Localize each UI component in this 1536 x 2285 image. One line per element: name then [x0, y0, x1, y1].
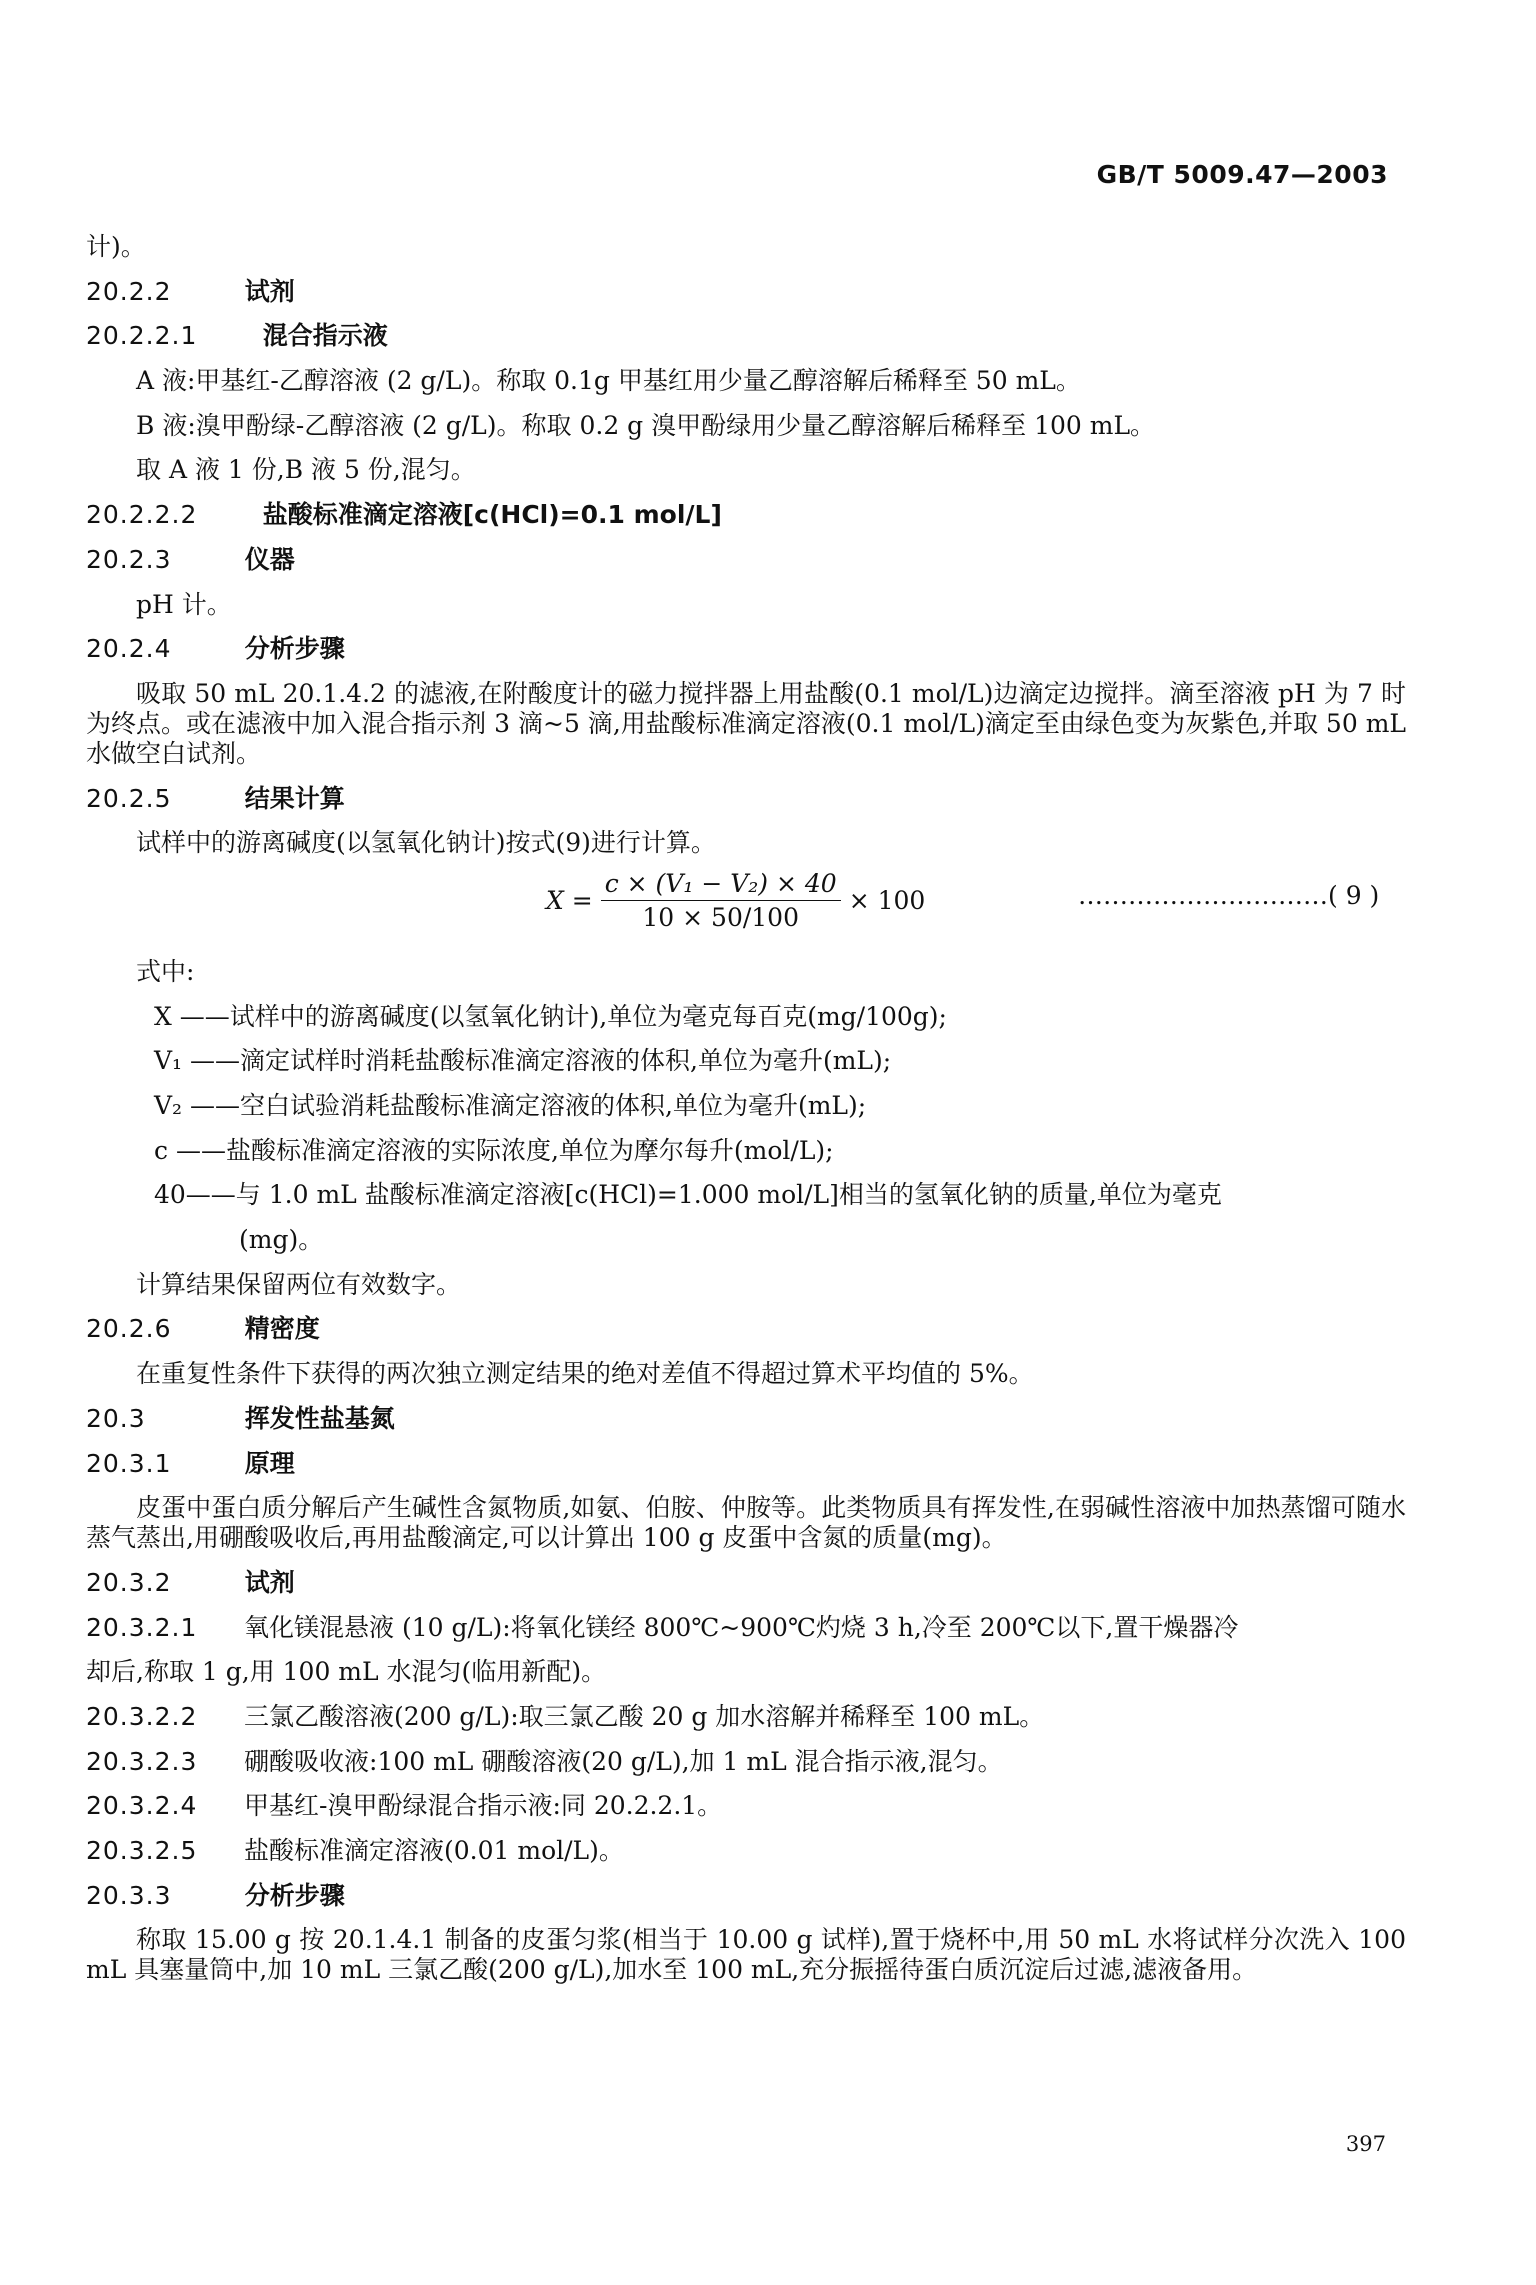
reagent-20-3-2-2: [86, 1702, 1406, 1732]
section-number: 20.2.5: [86, 783, 172, 813]
formula-9: [86, 868, 1406, 933]
formula-expression: [546, 869, 925, 932]
section-title: 试剂: [244, 1567, 295, 1597]
definition-x: X ——试样中的游离碱度(以氢氧化钠计),单位为毫克每百克(mg/100g);: [154, 1001, 947, 1031]
document-body: [86, 232, 1406, 2000]
reagent-number: 20.3.2.3: [86, 1746, 198, 1776]
reagent-20-3-2-5: [86, 1836, 1406, 1866]
mix-instruction: 取 A 液 1 份,B 液 5 份,混匀。: [136, 455, 476, 485]
section-number: 20.3.1: [86, 1448, 172, 1478]
section-title: 原理: [244, 1448, 295, 1478]
section-heading-20-2-5: [86, 784, 1406, 814]
formula-denominator: 10 × 50/100: [642, 902, 799, 932]
definition-v2: V₂ ——空白试验消耗盐酸标准滴定溶液的体积,单位为毫升(mL);: [154, 1091, 867, 1120]
section-number: 20.2.2.2: [86, 500, 198, 530]
formula-lhs: X =: [546, 885, 593, 915]
formula-fraction: [601, 869, 841, 932]
section-heading-20-3-2: [86, 1568, 1406, 1598]
section-number: 20.2.3: [86, 544, 172, 574]
section-title: 盐酸标准滴定溶液[c(HCl)=0.1 mol/L]: [262, 500, 722, 530]
section-heading-20-2-2: [86, 277, 1406, 307]
definition-40-continued: (mg)。: [239, 1225, 324, 1255]
reagent-text: 甲基红-溴甲酚绿混合指示液:同 20.2.2.1。: [244, 1791, 723, 1821]
section-heading-20-3-3: [86, 1881, 1406, 1911]
section-title: 分析步骤: [244, 634, 345, 664]
reagent-20-3-2-3: [86, 1747, 1406, 1777]
section-number: 20.2.4: [86, 634, 172, 664]
principle-paragraph: 皮蛋中蛋白质分解后产生碱性含氮物质,如氨、伯胺、仲胺等。此类物质具有挥发性,在弱碱性溶液中加热蒸馏可随水蒸气蒸出,用硼酸吸收后,再用盐酸滴定,可以计算出 100 g 皮蛋中含氮的质量(mg)。: [86, 1493, 1406, 1553]
section-title: 精密度: [244, 1314, 320, 1344]
reagent-20-3-2-4: [86, 1791, 1406, 1821]
page-number: 397: [1345, 2132, 1386, 2156]
significant-digits-note: 计算结果保留两位有效数字。: [136, 1269, 462, 1299]
where-label: 式中:: [136, 956, 195, 986]
precision-text: 在重复性条件下获得的两次独立测定结果的绝对差值不得超过算术平均值的 5%。: [136, 1359, 1034, 1389]
reagent-20-3-2-1: [86, 1613, 1406, 1643]
reagent-number: 20.3.2.5: [86, 1836, 198, 1865]
section-title: 结果计算: [244, 783, 345, 813]
section-heading-20-2-2-2: [86, 500, 1406, 530]
continuation-text: 计)。: [86, 232, 146, 261]
reagent-number: 20.3.2.1: [86, 1612, 198, 1642]
standard-number: GB/T 5009.47—2003: [1096, 160, 1388, 189]
section-number: 20.2.2: [86, 276, 172, 306]
section-number: 20.2.2.1: [86, 321, 198, 351]
section-title: 挥发性盐基氮: [244, 1403, 395, 1433]
reagent-text: 盐酸标准滴定溶液(0.01 mol/L)。: [244, 1836, 624, 1865]
section-number: 20.3.3: [86, 1880, 172, 1910]
section-heading-20-3: [86, 1404, 1406, 1434]
reagent-20-3-2-1-continued: 却后,称取 1 g,用 100 mL 水混匀(临用新配)。: [86, 1657, 607, 1687]
definition-c: c ——盐酸标准滴定溶液的实际浓度,单位为摩尔每升(mol/L);: [154, 1135, 834, 1165]
definition-v1: V₁ ——滴定试样时消耗盐酸标准滴定溶液的体积,单位为毫升(mL);: [154, 1046, 892, 1076]
reagent-number: 20.3.2.2: [86, 1701, 198, 1731]
section-heading-20-3-1: [86, 1449, 1406, 1479]
equation-number: …………………………( 9 ): [1078, 880, 1380, 910]
calculation-intro: 试样中的游离碱度(以氢氧化钠计)按式(9)进行计算。: [136, 828, 716, 858]
reagent-text: 硼酸吸收液:100 mL 硼酸溶液(20 g/L),加 1 mL 混合指示液,混匀。: [244, 1746, 1003, 1776]
reagent-text: 氧化镁混悬液 (10 g/L):将氧化镁经 800℃~900℃灼烧 3 h,冷至 200℃以下,置干燥器冷: [244, 1612, 1239, 1642]
section-heading-20-2-3: [86, 545, 1406, 575]
section-number: 20.3.2: [86, 1567, 172, 1597]
reagent-text: 三氯乙酸溶液(200 g/L):取三氯乙酸 20 g 加水溶解并稀释至 100 mL。: [244, 1701, 1045, 1731]
formula-multiplier: × 100: [848, 885, 926, 915]
section-number: 20.2.6: [86, 1314, 172, 1344]
formula-numerator: c × (V₁ − V₂) × 40: [601, 869, 841, 901]
section-number: 20.3: [86, 1403, 146, 1433]
section-title: 试剂: [244, 276, 295, 306]
solution-b-text: B 液:溴甲酚绿-乙醇溶液 (2 g/L)。称取 0.2 g 溴甲酚绿用少量乙醇溶解后稀释至 100 mL。: [136, 410, 1156, 440]
definition-40: 40——与 1.0 mL 盐酸标准滴定溶液[c(HCl)=1.000 mol/L]相当的氢氧化钠的质量,单位为毫克: [154, 1180, 1222, 1210]
reagent-number: 20.3.2.4: [86, 1791, 198, 1821]
procedure-paragraph-2: 称取 15.00 g 按 20.1.4.1 制备的皮蛋匀浆(相当于 10.00 g 试样),置于烧杯中,用 50 mL 水将试样分次洗入 100 mL 具塞量筒中,加 10 mL 三氯乙酸(200 g/L),加水至 100 mL,充分振摇待蛋白质沉淀后过滤,滤液备用。: [86, 1925, 1406, 1985]
section-heading-20-2-2-1: [86, 321, 1406, 351]
section-heading-20-2-4: [86, 634, 1406, 664]
procedure-paragraph: 吸取 50 mL 20.1.4.2 的滤液,在附酸度计的磁力搅拌器上用盐酸(0.1 mol/L)边滴定边搅拌。滴至溶液 pH 为 7 时为终点。或在滤液中加入混合指示剂 3 滴~5 滴,用盐酸标准滴定溶液(0.1 mol/L)滴定至由绿色变为灰紫色,并取 50 mL 水做空白试剂。: [86, 678, 1406, 768]
solution-a-text: A 液:甲基红-乙醇溶液 (2 g/L)。称取 0.1g 甲基红用少量乙醇溶解后稀释至 50 mL。: [136, 366, 1081, 396]
instrument-text: pH 计。: [136, 589, 232, 619]
section-title: 混合指示液: [262, 321, 388, 351]
section-title: 仪器: [244, 544, 295, 574]
section-title: 分析步骤: [244, 1880, 345, 1910]
section-heading-20-2-6: [86, 1314, 1406, 1344]
